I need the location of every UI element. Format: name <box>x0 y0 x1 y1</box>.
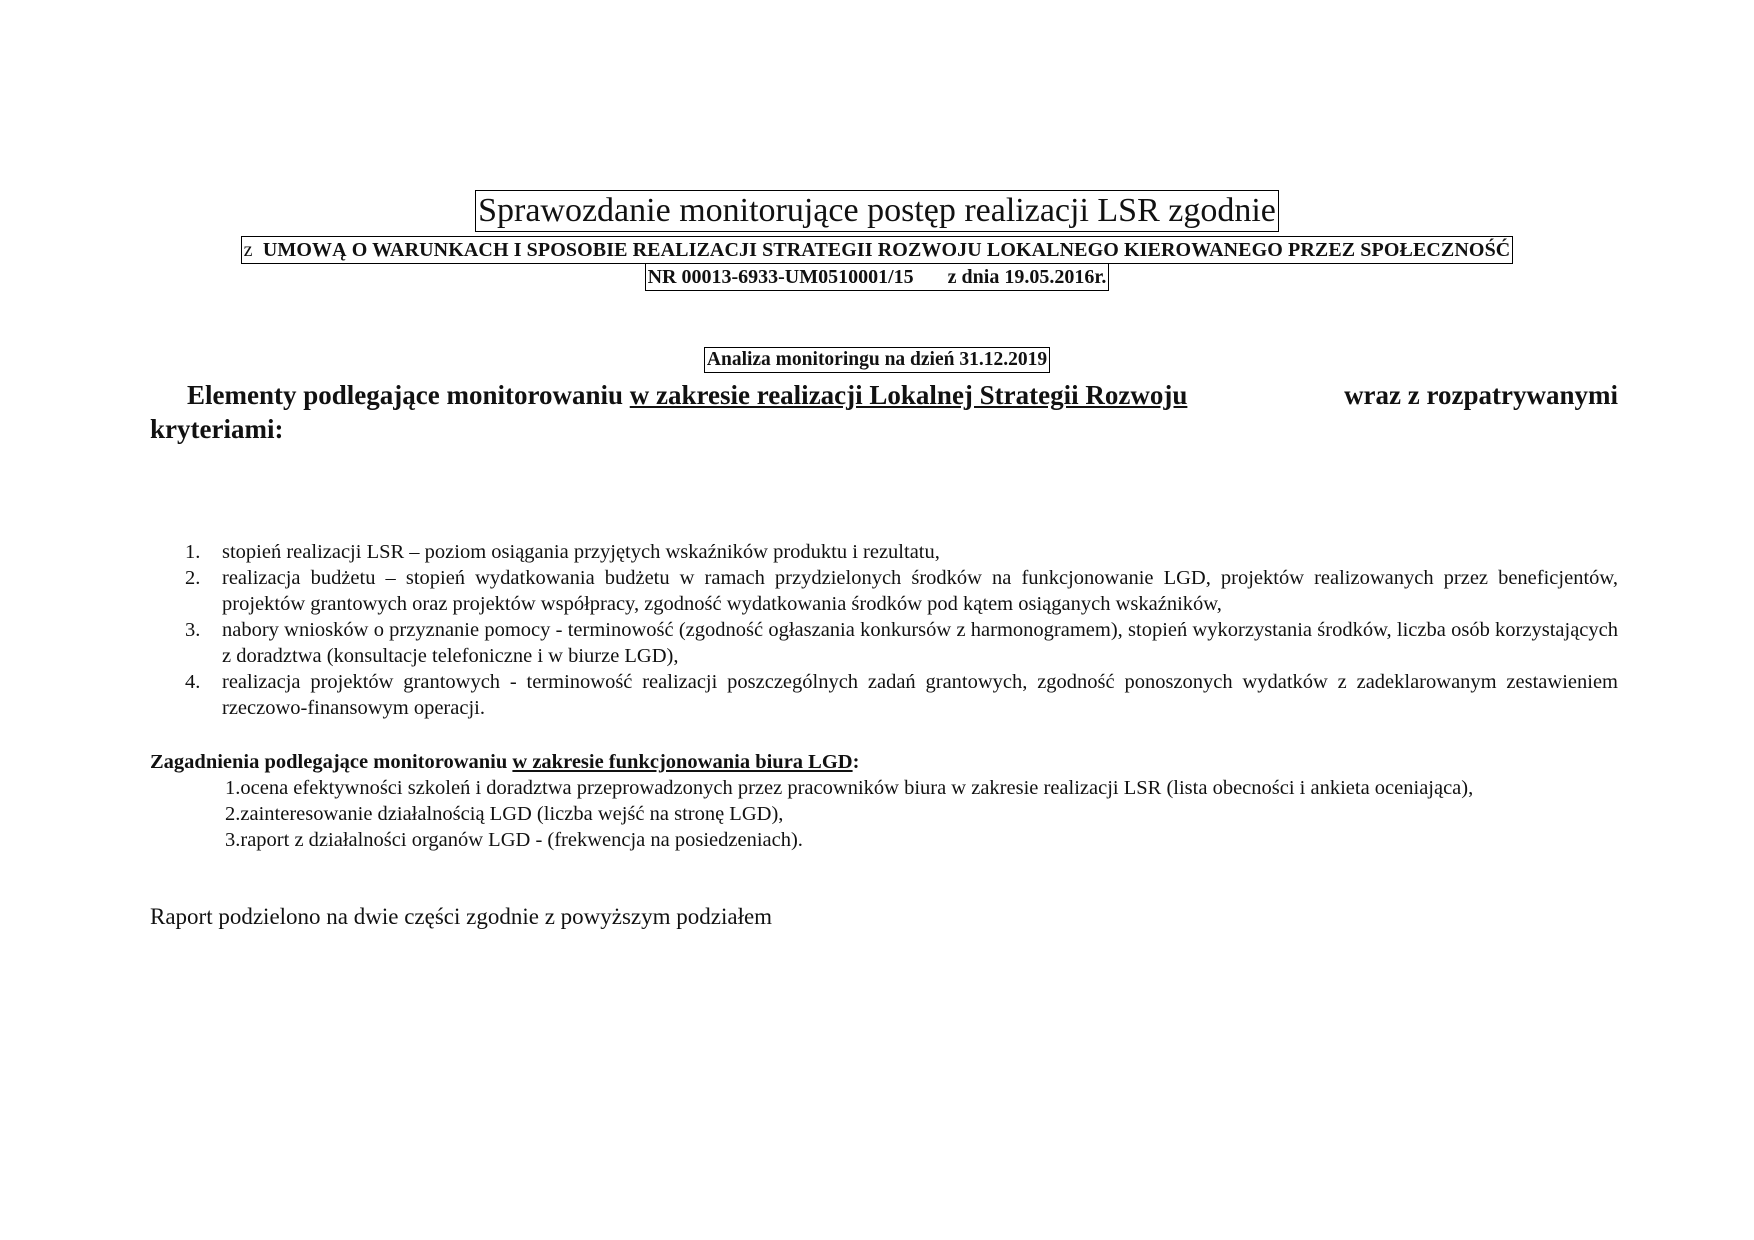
agreement-name: UMOWĄ O WARUNKACH I SPOSOBIE REALIZACJI STRATEGII ROZWOJU LOKALNEGO KIEROWANEGO PRZEZ SPOŁECZNOŚĆ <box>262 239 1511 261</box>
agreement-prefix: z <box>243 239 253 261</box>
office-criteria-list <box>225 775 1618 853</box>
agreement-number: NR 00013-6933-UM0510001/15 <box>647 266 914 288</box>
list-item-text: stopień realizacji LSR – poziom osiągania przyjętych wskaźników produktu i rezultatu, <box>222 541 940 563</box>
agreement-title <box>241 236 1514 264</box>
list-item: 3.raport z działalności organów LGD - (frekwencja na posiedzeniach). <box>225 829 803 851</box>
list-item <box>185 669 1618 721</box>
list-item <box>185 617 1618 669</box>
list-item-text: realizacja projektów grantowych - terminowość realizacji poszczególnych zadań grantowych, zgodność ponoszonych wydatków z zadeklarowanym zestawieniem rzeczowo-finansowym operacji. <box>222 671 1618 719</box>
report-title: Sprawozdanie monitorujące postęp realizacji LSR zgodnie <box>475 190 1279 232</box>
lsr-heading-underlined: w zakresie realizacji Lokalnej Strategii Rozwoju <box>629 380 1188 410</box>
lsr-heading-line2: kryteriami: <box>150 414 284 444</box>
list-item: 2.zainteresowanie działalnością LGD (liczba wejść na stronę LGD), <box>225 803 784 825</box>
list-item-number: 3. <box>185 619 201 641</box>
lsr-criteria-list <box>185 539 1618 721</box>
lsr-heading-start: Elementy podlegające monitorowaniu <box>187 380 623 410</box>
list-item-number: 2. <box>185 567 201 589</box>
closing-text: Raport podzielono na dwie części zgodnie z powyższym podziałem <box>150 904 773 929</box>
list-item <box>185 565 1618 617</box>
agreement-date: z dnia 19.05.2016r. <box>947 266 1107 288</box>
report-title-row <box>0 190 1754 232</box>
agreement-number-box <box>645 263 1110 291</box>
lsr-section-heading <box>150 379 1618 412</box>
list-item-text: realizacja budżetu – stopień wydatkowania budżetu w ramach przydzielonych środków na funkcjonowanie LGD, projektów realizowanych przez beneficjentów, projektów grantowych oraz projektów współpracy, zgodność wydatkowania środków pod kątem osiąganych wskaźników, <box>222 567 1618 615</box>
list-item: 1.ocena efektywności szkoleń i doradztwa przeprowadzonych przez pracowników biura w zakresie realizacji LSR (lista obecności i ankieta oceniająca), <box>225 777 1474 799</box>
office-heading-underlined: w zakresie funkcjonowania biura LGD <box>512 751 853 773</box>
list-item-number: 4. <box>185 671 201 693</box>
agreement-title-row <box>0 236 1754 264</box>
office-section-heading <box>150 749 859 775</box>
list-item-number: 1. <box>185 541 201 563</box>
agreement-number-row <box>0 263 1754 291</box>
list-item <box>185 539 1618 565</box>
analysis-date-row <box>0 347 1754 373</box>
lsr-heading-end: wraz z rozpatrywanymi <box>1344 380 1618 410</box>
office-heading-end: : <box>852 751 860 773</box>
office-heading-start: Zagadnienia podlegające monitorowaniu <box>150 751 508 773</box>
list-item-text: nabory wniosków o przyznanie pomocy - terminowość (zgodność ogłaszania konkursów z harmonogramem), stopień wykorzystania środków, liczba osób korzystających z doradztwa (konsultacje telefoniczne i w biurze LGD), <box>222 619 1618 667</box>
analysis-date: Analiza monitoringu na dzień 31.12.2019 <box>704 347 1050 373</box>
